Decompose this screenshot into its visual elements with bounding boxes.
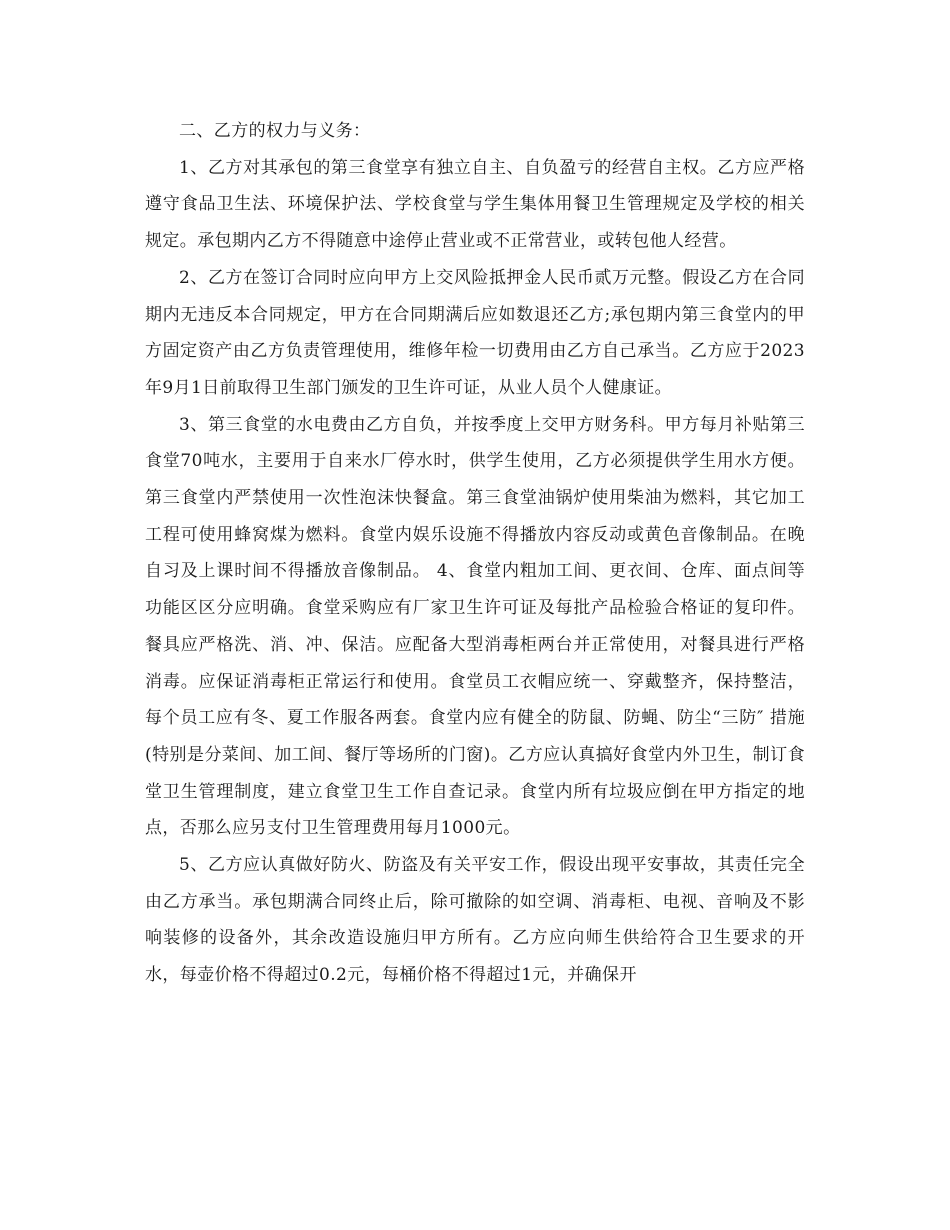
clause-5-paragraph: 5、乙方应认真做好防火、防盗及有关平安工作，假设出现平安事故，其责任完全由乙方承当。承包期满合同终止后，除可撤除的如空调、消毒柜、电视、音响及不影响装修的设备外，其余改造设施归甲方所有。乙方应向师生供给符合卫生要求的开水，每壶价格不得超过0.2元，每桶价格不得超过1元，并确保开 <box>145 855 805 986</box>
clause-3-4-paragraph: 3、第三食堂的水电费由乙方自负，并按季度上交甲方财务科。甲方每月补贴第三食堂70吨水，主要用于自来水厂停水时，供学生使用，乙方必须提供学生用水方便。第三食堂内严禁使用一次性泡沫快餐盒。第三食堂油锅炉使用柴油为燃料，其它加工工程可使用蜂窝煤为燃料。食堂内娱乐设施不得播放内容反动或黄色音像制品。在晚自习及上课时间不得播放音像制品。 4、食堂内粗加工间、更衣间、仓库、面点间等功能区区分应明确。食堂采购应有厂家卫生许可证及每批产品检验合格证的复印件。餐具应严格洗、消、冲、保洁。应配备大型消毒柜两台并正常使用，对餐具进行严格消毒。应保证消毒柜正常运行和使用。食堂员工衣帽应统一、穿戴整齐，保持整洁，每个员工应有冬、夏工作服各两套。食堂内应有健全的防鼠、防蝇、防尘“三防″ 措施(特别是分菜间、加工间、餐厅等场所的门窗)。乙方应认真搞好食堂内外卫生，制订食堂卫生管理制度，建立食堂卫生工作自查记录。食堂内所有垃圾应倒在甲方指定的地点，否那么应另支付卫生管理费用每月1000元。 <box>145 414 805 839</box>
clause-1-paragraph: 1、乙方对其承包的第三食堂享有独立自主、自负盈亏的经营自主权。乙方应严格遵守食品卫生法、环境保护法、学校食堂与学生集体用餐卫生管理规定及学校的相关规定。承包期内乙方不得随意中途停止营业或不正常营业，或转包他人经营。 <box>145 157 805 252</box>
clause-2-paragraph: 2、乙方在签订合同时应向甲方上交风险抵押金人民币贰万元整。假设乙方在合同期内无违反本合同规定，甲方在合同期满后应如数退还乙方;承包期内第三食堂内的甲方固定资产由乙方负责管理使用，维修年检一切费用由乙方自己承当。乙方应于2023年9月1日前取得卫生部门颁发的卫生许可证，从业人员个人健康证。 <box>145 267 805 398</box>
section-heading: 二、乙方的权力与义务： <box>179 121 371 141</box>
document-body <box>145 113 805 994</box>
